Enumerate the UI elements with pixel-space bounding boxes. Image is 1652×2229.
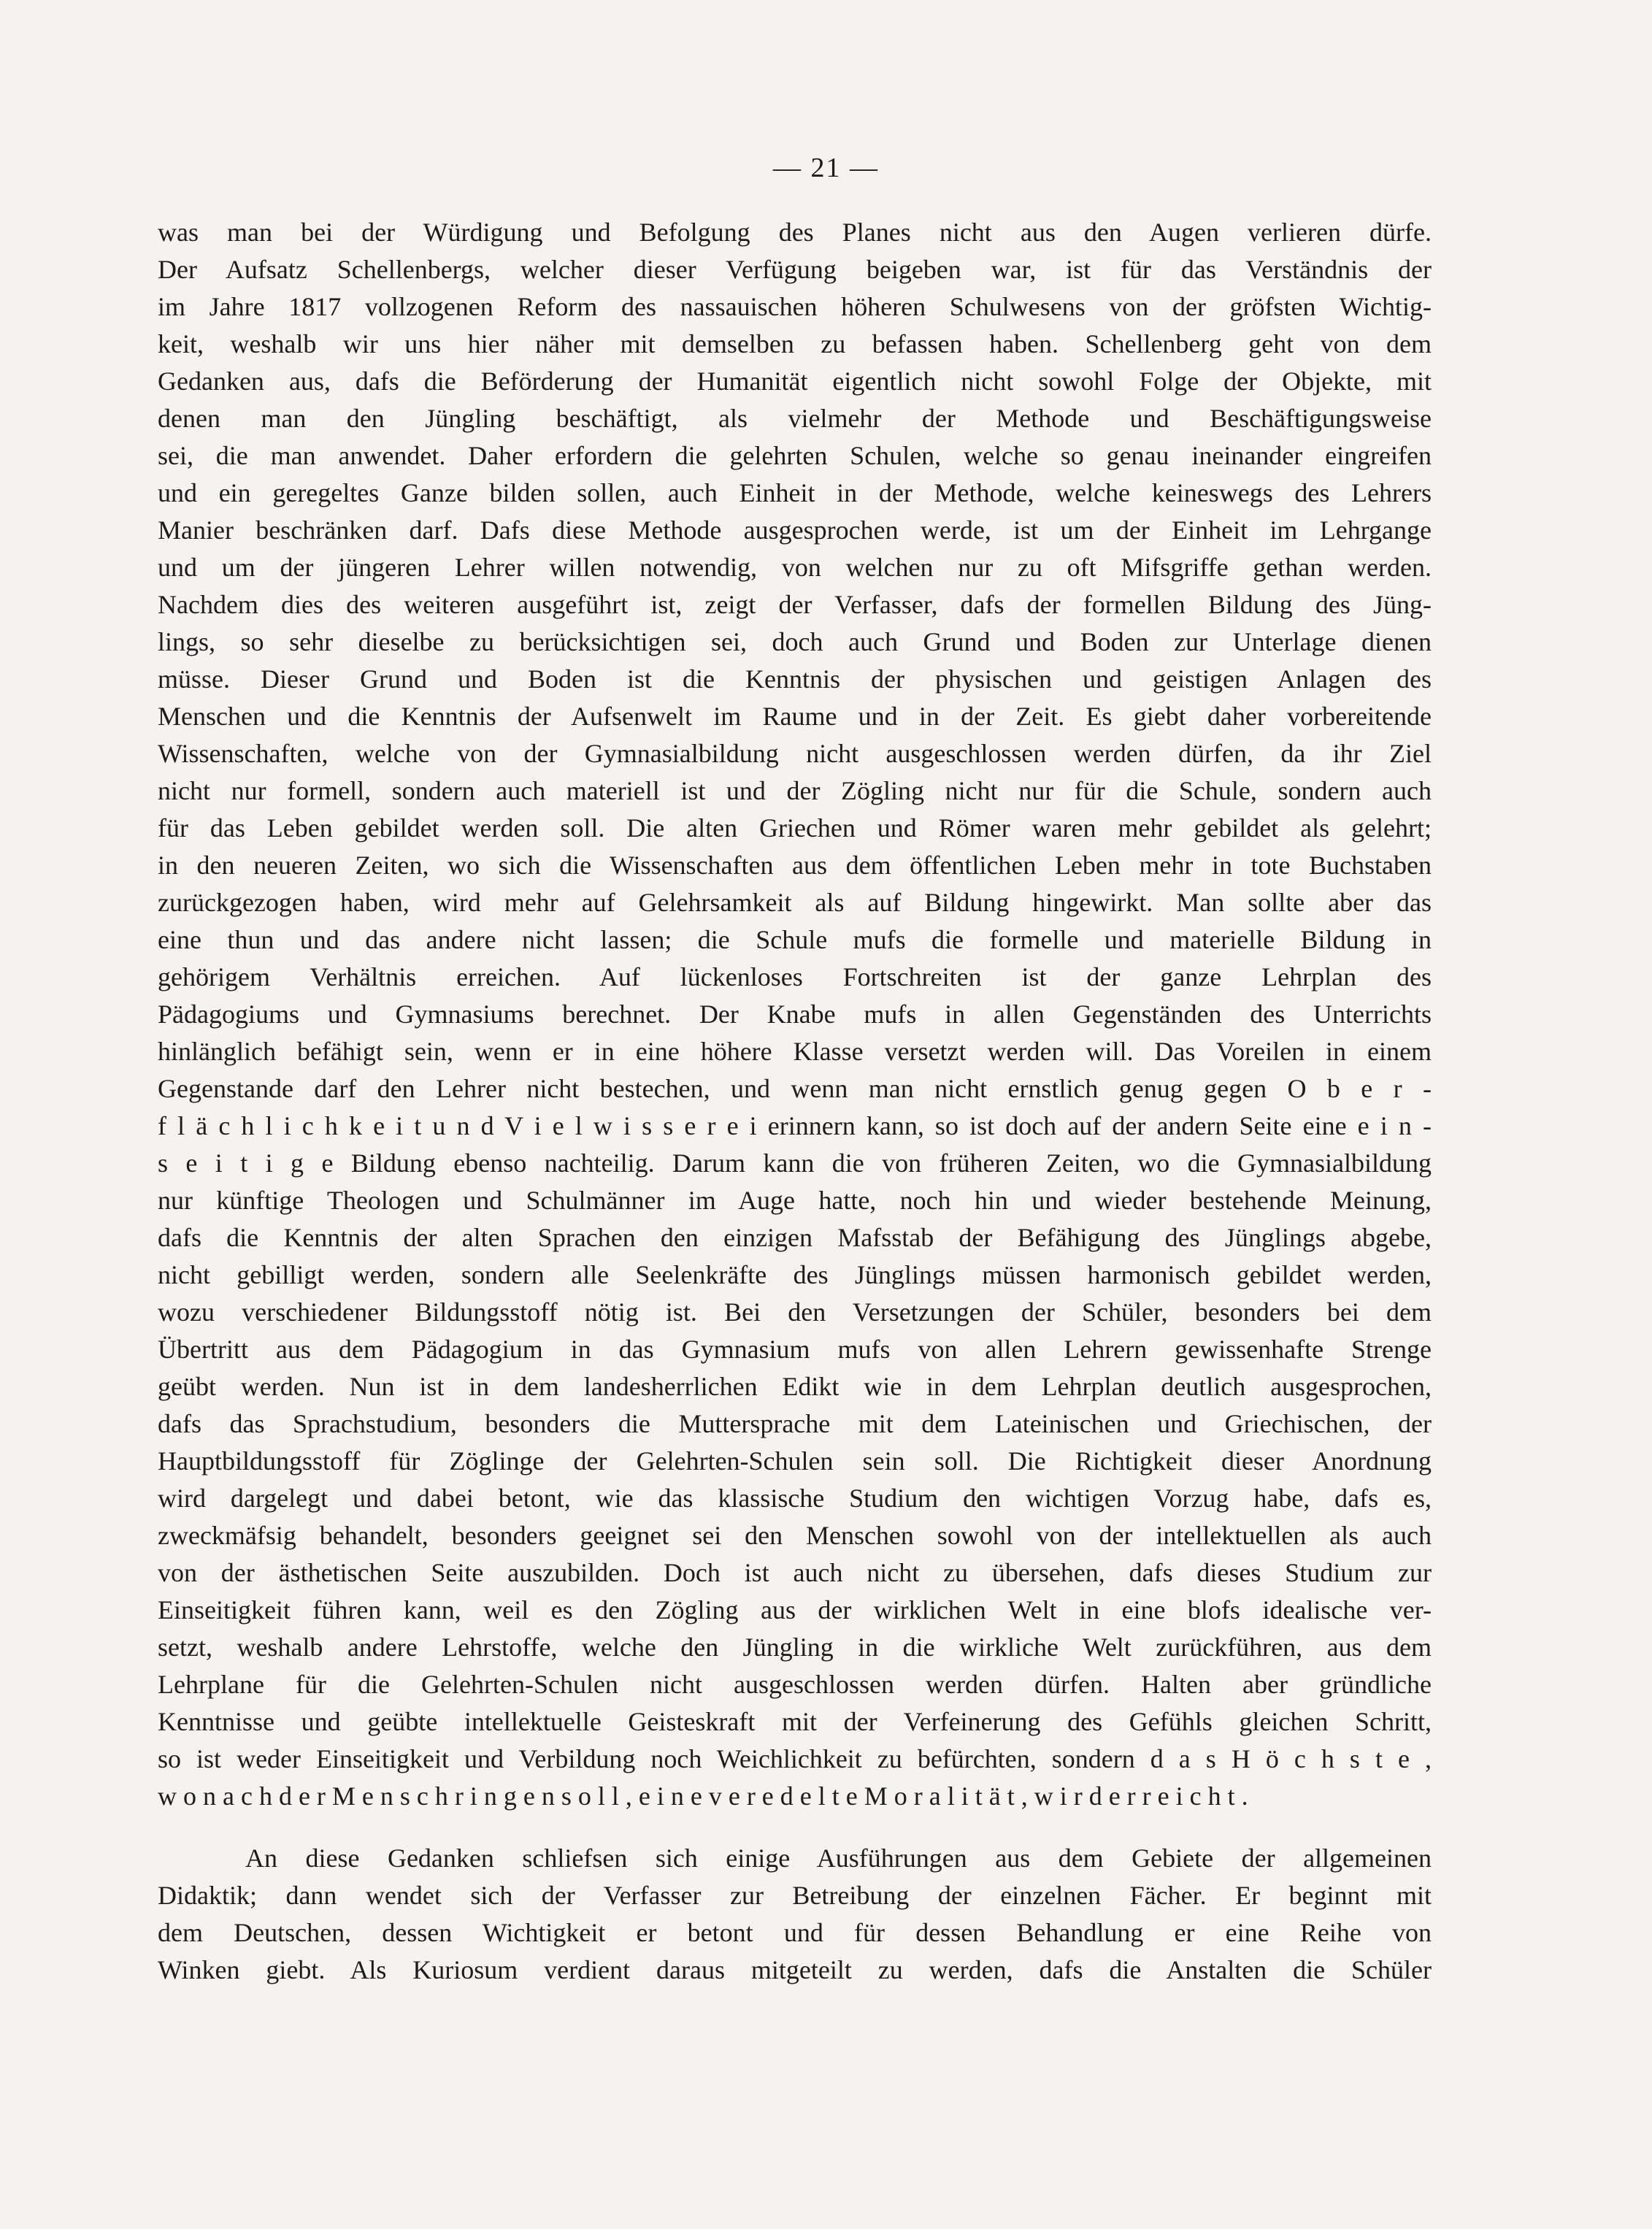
paragraph-gap bbox=[158, 1815, 1432, 1840]
text-line: Lehrplane für die Gelehrten-Schulen nicht ausgeschlossen werden dürfen. Halten aber gründliche bbox=[158, 1670, 1432, 1699]
text-line: Gedanken aus, dafs die Beförderung der Humanität eigentlich nicht sowohl Folge der Objekte, mit bbox=[158, 367, 1432, 396]
text-line: nur künftige Theologen und Schulmänner im Auge hatte, noch hin und wieder bestehende Meinung, bbox=[158, 1186, 1432, 1215]
body-text bbox=[158, 214, 1432, 1989]
text-line: Manier beschränken darf. Dafs diese Methode ausgesprochen werde, ist um der Einheit im Lehrgange bbox=[158, 515, 1432, 545]
text-line: wozu verschiedener Bildungsstoff nötig ist. Bei den Versetzungen der Schüler, besonders bei dem bbox=[158, 1297, 1432, 1327]
text-line: gehörigem Verhältnis erreichen. Auf lückenloses Fortschreiten ist der ganze Lehrplan des bbox=[158, 962, 1432, 991]
text-line: so ist weder Einseitigkeit und Verbildung noch Weichlichkeit zu befürchten, sondern d a s H ö c h s t e , bbox=[158, 1744, 1432, 1773]
text-line: und ein geregeltes Ganze bilden sollen, auch Einheit in der Methode, welche keineswegs des Lehrers bbox=[158, 478, 1432, 507]
text-line: keit, weshalb wir uns hier näher mit demselben zu befassen haben. Schellenberg geht von dem bbox=[158, 329, 1432, 358]
text-line: Nachdem dies des weiteren ausgeführt ist, zeigt der Verfasser, dafs der formellen Bildung des Jüng- bbox=[158, 590, 1432, 619]
paragraph-1 bbox=[158, 214, 1432, 1815]
page-number: — 21 — bbox=[773, 153, 879, 183]
text-line: dafs die Kenntnis der alten Sprachen den einzigen Mafsstab der Befähigung des Jünglings abgebe, bbox=[158, 1223, 1432, 1252]
text-line: nicht gebilligt werden, sondern alle Seelenkräfte des Jünglings müssen harmonisch gebildet werden, bbox=[158, 1260, 1432, 1289]
text-line: denen man den Jüngling beschäftigt, als vielmehr der Methode und Beschäftigungsweise bbox=[158, 404, 1432, 433]
text-line: zweckmäfsig behandelt, besonders geeignet sei den Menschen sowohl von der intellektuellen als auch bbox=[158, 1521, 1432, 1550]
text-line: Menschen und die Kenntnis der Aufsenwelt im Raume und in der Zeit. Es giebt daher vorbereitende bbox=[158, 702, 1432, 731]
text-line: s e i t i g e Bildung ebenso nachteilig. Darum kann die von früheren Zeiten, wo die Gymnasialbildung bbox=[158, 1148, 1432, 1178]
text-line: dafs das Sprachstudium, besonders die Muttersprache mit dem Lateinischen und Griechischen, der bbox=[158, 1409, 1432, 1438]
text-line: f l ä c h l i c h k e i t u n d V i e l w i s s e r e i erinnern kann, so ist doch auf der andern Seite eine e i n - bbox=[158, 1111, 1432, 1140]
text-line: und um der jüngeren Lehrer willen notwendig, von welchen nur zu oft Mifsgriffe gethan werden. bbox=[158, 553, 1432, 582]
text-line: An diese Gedanken schliefsen sich einige Ausführungen aus dem Gebiete der allgemeinen bbox=[245, 1844, 1432, 1873]
text-line: lings, so sehr dieselbe zu berücksichtigen sei, doch auch Grund und Boden zur Unterlage dienen bbox=[158, 627, 1432, 656]
text-line: für das Leben gebildet werden soll. Die alten Griechen und Römer waren mehr gebildet als gelehrt; bbox=[158, 813, 1432, 843]
text-line: Pädagogiums und Gymnasiums berechnet. Der Knabe mufs in allen Gegenständen des Unterrichts bbox=[158, 1000, 1432, 1029]
text-line: Kenntnisse und geübte intellektuelle Geisteskraft mit der Verfeinerung des Gefühls gleichen Schritt, bbox=[158, 1707, 1432, 1736]
text-line: wird dargelegt und dabei betont, wie das klassische Studium den wichtigen Vorzug habe, dafs es, bbox=[158, 1484, 1432, 1513]
text-line: in den neueren Zeiten, wo sich die Wissenschaften aus dem öffentlichen Leben mehr in tote Buchstaben bbox=[158, 851, 1432, 880]
text-line: eine thun und das andere nicht lassen; die Schule mufs die formelle und materielle Bildung in bbox=[158, 925, 1432, 954]
text-line: müsse. Dieser Grund und Boden ist die Kenntnis der physischen und geistigen Anlagen des bbox=[158, 664, 1432, 694]
text-line: Winken giebt. Als Kuriosum verdient daraus mitgeteilt zu werden, dafs die Anstalten die Schüler bbox=[158, 1955, 1432, 1984]
text-line: im Jahre 1817 vollzogenen Reform des nassauischen höheren Schulwesens von der gröfsten Wichtig- bbox=[158, 292, 1432, 321]
text-line: Übertritt aus dem Pädagogium in das Gymnasium mufs von allen Lehrern gewissenhafte Strenge bbox=[158, 1335, 1432, 1364]
text-line: hinlänglich befähigt sein, wenn er in eine höhere Klasse versetzt werden will. Das Voreilen in einem bbox=[158, 1037, 1432, 1066]
text-line: Didaktik; dann wendet sich der Verfasser zur Betreibung der einzelnen Fächer. Er beginnt mit bbox=[158, 1881, 1432, 1910]
text-line: Gegenstande darf den Lehrer nicht bestechen, und wenn man nicht ernstlich genug gegen O b e r - bbox=[158, 1074, 1432, 1103]
text-line: von der ästhetischen Seite auszubilden. Doch ist auch nicht zu übersehen, dafs dieses Studium zur bbox=[158, 1558, 1432, 1587]
text-line: geübt werden. Nun ist in dem landesherrlichen Edikt wie in dem Lehrplan deutlich ausgesprochen, bbox=[158, 1372, 1432, 1401]
text-line: dem Deutschen, dessen Wichtigkeit er betont und für dessen Behandlung er eine Reihe von bbox=[158, 1918, 1432, 1947]
text-line: w o n a c h d e r M e n s c h r i n g e n s o l l , e i n e v e r e d e l t e M o r a l i t ä t , w i r d e r r e i c h t . bbox=[158, 1781, 1248, 1811]
text-line: nicht nur formell, sondern auch materiell ist und der Zögling nicht nur für die Schule, sondern auch bbox=[158, 776, 1432, 805]
text-line: was man bei der Würdigung und Befolgung des Planes nicht aus den Augen verlieren dürfe. bbox=[158, 218, 1432, 247]
text-line: Hauptbildungsstoff für Zöglinge der Gelehrten-Schulen sein soll. Die Richtigkeit dieser Anordnung bbox=[158, 1446, 1432, 1476]
text-line: sei, die man anwendet. Daher erfordern die gelehrten Schulen, welche so genau ineinander eingreifen bbox=[158, 441, 1432, 470]
text-line: Einseitigkeit führen kann, weil es den Zögling aus der wirklichen Welt in eine blofs idealische ver- bbox=[158, 1595, 1432, 1624]
paragraph-2 bbox=[158, 1840, 1432, 1989]
text-line: zurückgezogen haben, wird mehr auf Gelehrsamkeit als auf Bildung hingewirkt. Man sollte aber das bbox=[158, 888, 1432, 917]
text-line: Der Aufsatz Schellenbergs, welcher dieser Verfügung beigeben war, ist für das Verständnis der bbox=[158, 255, 1432, 284]
text-line: Wissenschaften, welche von der Gymnasialbildung nicht ausgeschlossen werden dürfen, da ihr Ziel bbox=[158, 739, 1432, 768]
text-line: setzt, weshalb andere Lehrstoffe, welche den Jüngling in die wirkliche Welt zurückführen, aus dem bbox=[158, 1633, 1432, 1662]
